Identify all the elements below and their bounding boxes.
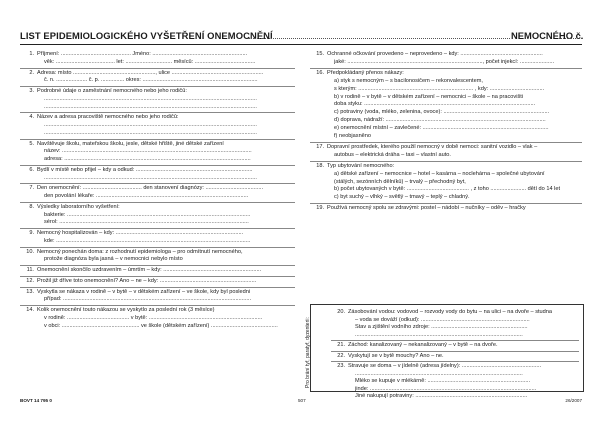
section-separator (20, 265, 295, 266)
item-number: 10. (26, 248, 34, 255)
item-text: ......................................................................................................................................... (44, 174, 257, 181)
item-text: Prožil již dříve toto onemocnění? Ano – ne – kdy: .............................................................. (37, 277, 257, 284)
section-separator (310, 142, 582, 143)
item-number: 22. (337, 352, 345, 359)
item-text: bakterie: ...................................................................................................................... (44, 211, 251, 218)
item-text: Vyskytla se nákaza v rodině – v bytě – v dětském zařízení – ve škole, kdy byl posledni (37, 288, 251, 295)
form-header (20, 30, 582, 45)
item-text: Nemocný ponechán doma: z rozhodnutí epidemiologa – pro odmítnutí nemocného, (37, 248, 243, 255)
item-text: jaké: ......................................................................................., počet injekcí: ...................... (334, 58, 555, 65)
item-text: v obci: .................................................. ve škole (dětském zařízení) ........................................... (44, 322, 278, 329)
item-text: autobus – elektrická dráha – taxi – vlastní auto. (334, 151, 451, 158)
box-vertical-label: Pro brání tyf, paratyf, dyzenterii: (305, 317, 311, 388)
item-text: Název a adresa pracoviště nemocného nebo jeho rodičů: (37, 114, 179, 121)
item-number: 14. (26, 307, 34, 313)
item-number: 17. (316, 143, 324, 150)
item-text: – voda se dováží (odkud): ...................................................................... (355, 316, 530, 323)
item-text: s kterým: .......................................................................... , kdy: ................................... (334, 85, 545, 92)
item-text: Dopravní prostředek, kterého použil nemocný v době nemoci: sanitní vozidlo – vlak – (327, 143, 538, 150)
item-text: protože diagnóza byla jasná – v nemocnici nebylo místo (44, 256, 183, 263)
section-separator (20, 287, 295, 288)
section-separator (20, 183, 295, 184)
item-number: 9. (29, 230, 34, 236)
item-text: Záchod: kanalizovaný – nekanalizovaný – v bytě – na dvoře. (348, 342, 498, 348)
section-separator (331, 340, 579, 341)
item-number: 7. (29, 185, 34, 192)
item-number: 8. (29, 203, 34, 210)
item-text: e) onemocnění místní – zavlečené: ................................................................................. (334, 125, 549, 132)
section-separator (310, 203, 582, 204)
section-separator (20, 68, 295, 69)
item-text: ............................................................................................................ (355, 331, 523, 338)
item-number: 1. (29, 51, 34, 57)
item-text: doba styku: .............................................................................................................. (334, 101, 536, 108)
item-number: 23. (337, 363, 345, 369)
section-separator (331, 351, 579, 352)
item-text: ......................................................................................................................................... (44, 129, 257, 136)
section-separator (20, 276, 295, 277)
item-text: Podrobné údaje o zaměstnání nemocného nebo jeho rodičů: (37, 88, 187, 94)
item-text: č. n. .................... č. p. ............... okres: .......................................................................... (44, 77, 258, 84)
item-text: a) dětské zařízení – nemocnice – hotel – kasárna – noclehárna – společné ubytování (334, 170, 545, 177)
footer-date-code: 26/2007 (565, 398, 582, 403)
section-separator (20, 165, 295, 166)
item-number: 11. (26, 267, 34, 273)
item-text: Stav a zjištění vodního zdroje: .............................................................. (355, 324, 528, 330)
item-text: (stálých, sezónních dělníků) – trvalý – přechodný byt, (334, 178, 466, 185)
item-text: jinde: ........................................................................................................... (355, 385, 537, 392)
item-text: ............................................................................................................ (355, 370, 523, 377)
item-text: ......................................................................................................................................... (44, 95, 257, 102)
item-text: Jiné nakupují potraviny: ........................................................................ (355, 393, 528, 399)
item-number: 3. (29, 88, 34, 94)
item-text: Výsledky laboratorního vyšetření: (37, 203, 120, 210)
item-text: Předpokládaný přenos nákazy: (327, 69, 404, 76)
item-text: kde: ............................................................................................................................. (44, 237, 251, 244)
item-text: Typ ubytování nemocného: (327, 162, 395, 169)
section-separator (310, 161, 582, 162)
item-text: Vyskytují se v bytě mouchy? Ano – ne. (348, 352, 444, 359)
item-text: d) doprava, nádraží: ....................................................................................................... (334, 117, 546, 124)
item-number: 4. (29, 114, 34, 121)
patient-number-field[interactable] (559, 38, 582, 39)
section-separator (20, 228, 295, 229)
footer-page-code: 507 (298, 398, 306, 403)
section-separator (20, 112, 295, 113)
section-separator (20, 202, 295, 203)
item-text: adresa: ........................................................................................................................ (44, 156, 251, 162)
item-text: b) v rodině – v bytě – v dětském zařízení – nemocnici – škole – na pracovišti (334, 93, 524, 100)
section-separator (20, 86, 295, 87)
item-text: případ: ......................................................................................................................... (44, 296, 252, 303)
form-title: LIST EPIDEMIOLOGICKÉHO VYŠETŘENÍ ONEMOCNĚNÍ (20, 30, 273, 41)
item-text: věk: ...................................... let: .............................. měsíců: ....................................... (44, 58, 256, 65)
item-text: ......................................................................................................................................... (44, 103, 257, 110)
item-text: Onemocnění skončilo uzdravením – úmrtím – kdy: ............................................................... (37, 267, 262, 273)
item-text: Nemocný hospitalizován – kdy: .................................................................................. (37, 230, 244, 236)
footer-form-code: BOVT 14 795 0 (20, 398, 52, 403)
item-text: f) neobjasněno (334, 133, 372, 139)
title-dotted-line (248, 38, 510, 39)
item-text: Navštěvuje školu, mateřskou školu, jesle, dětské hřiště, jiné dětské zařízení (37, 140, 224, 147)
section-separator (331, 361, 579, 362)
item-text: Ochranné očkování provedeno – neprovedeno – kdy: ..................................................... (327, 51, 543, 57)
item-text: Používá nemocný spolu se zdravými: postel – nádobí – nučníky – oděv – hračky (327, 205, 526, 212)
item-number: 2. (29, 69, 34, 76)
section-separator (310, 68, 582, 69)
item-text: název: .......................................................................................................................... (44, 148, 252, 155)
item-text: Stravuje se doma – v jídelně (adresa jídelny): ................................................... (348, 363, 542, 369)
item-text: Adresa: místo ....................................................., ulice ........................................................... (37, 69, 264, 76)
item-text: Mléko se kupuje v mlékárně: .................................................................. (355, 378, 531, 384)
item-number: 13. (26, 288, 34, 295)
item-number: 20. (337, 309, 345, 315)
item-text: v rodině: ........................................ v bytě: ......................................................................... (44, 314, 263, 321)
item-text: b) počet ubytovaných v bytě: ........................................ , z toho ....................... dětí do 14 let (334, 186, 561, 193)
section-separator (20, 247, 295, 248)
item-text: Příjmení: ............................................. Jméno: ............................................................. (37, 51, 248, 57)
item-number: 6. (29, 166, 34, 173)
enteric-section-box (310, 304, 584, 399)
item-text: Kolik onemocnění touto nákazou se vyskytlo za poslední rok (3 měsíce) (37, 307, 215, 313)
item-text: Zásobování vodou: vodovod – rozvody vody do bytu – na ulici – na dvoře – studna (348, 309, 552, 315)
item-number: 15. (316, 51, 324, 57)
item-text: den povolání lékaře: .................................................................................................. (44, 193, 249, 199)
item-text: c) potraviny (voda, mléko, zelenina, ovoce): .................................................................... (334, 109, 550, 116)
item-number: 16. (316, 69, 324, 76)
item-text: Den onemocnění: ...................................... den stanovení diagnózy: ..................................... (37, 185, 264, 192)
item-number: 21. (337, 342, 345, 348)
item-number: 12. (26, 277, 34, 284)
item-number: 5. (29, 140, 34, 147)
item-number: 19. (316, 205, 324, 212)
section-separator (20, 305, 295, 306)
item-text: a) styk s nemocným – s bacilonosičem – rekonvalescentem, (334, 77, 483, 84)
item-text: ......................................................................................................................................... (44, 122, 257, 128)
section-separator (20, 139, 295, 140)
item-text: Bydlí v místě nebo přijel – kdy a odkud: ........................................................................... (37, 166, 253, 173)
item-text: sérol: .......................................................................................................................... (44, 219, 249, 226)
patient-number-label: NEMOCNÉHO č. (511, 30, 584, 41)
item-text: c) byt suchý – vlhký – světlý – tmavý – teplý – chladný. (334, 194, 470, 201)
item-number: 18. (316, 162, 324, 169)
